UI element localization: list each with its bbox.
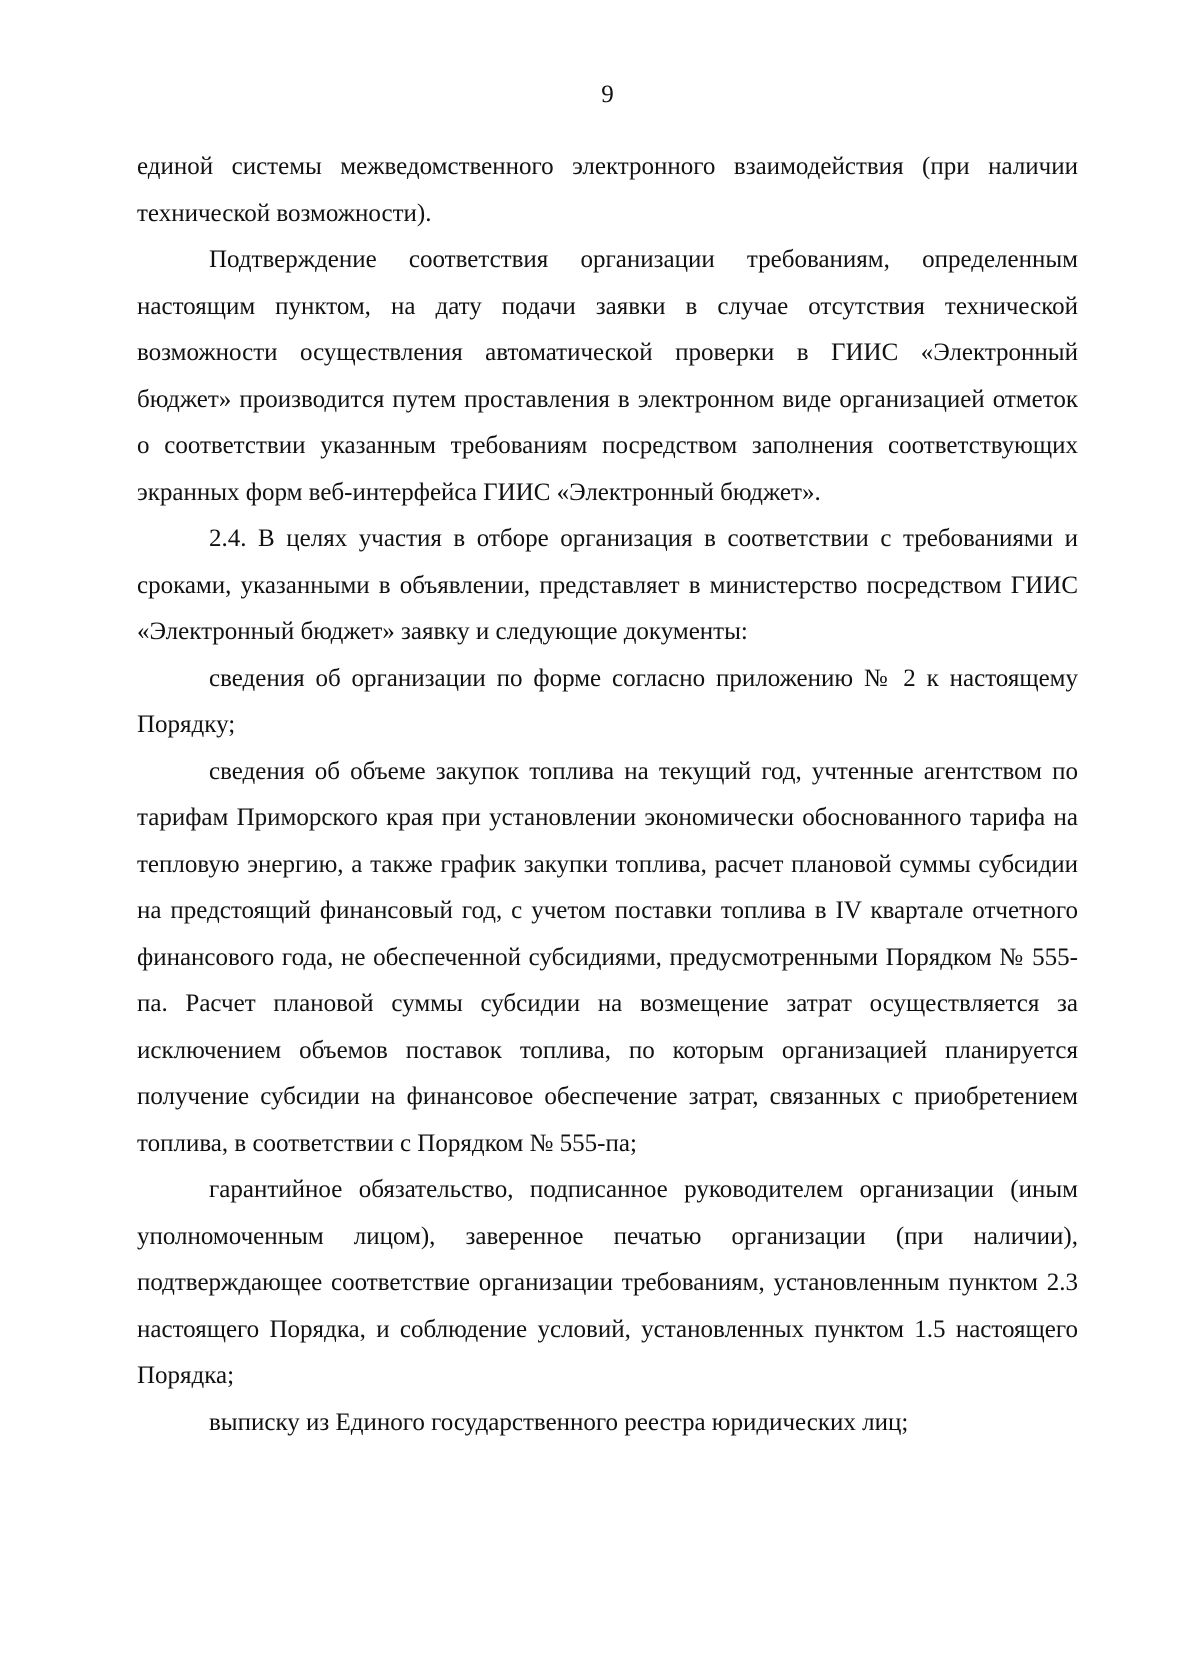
paragraph-fuel-volume: сведения об объеме закупок топлива на текущий год, учтенные агентством по тарифам Приморского края при установлении экономически обоснованного тарифа на тепловую энергию, а также график закупки топлива, расчет плановой суммы субсидии на предстоящий финансовый год, с учетом поставки топлива в IV квартале отчетного финансового года, не обеспеченной субсидиями, предусмотренными Порядком № 555-па. Расчет плановой суммы субсидии на возмещение затрат осуществляется за исключением объемов поставок топлива, по которым организацией планируется получение субсидии на финансовое обеспечение затрат, связанных с приобретением топлива, в соответствии с Порядком № 555-па; (137, 757, 1078, 1157)
paragraph-egrul-extract: выписку из Единого государственного реестра юридических лиц; (209, 1408, 909, 1436)
paragraph-confirmation: Подтверждение соответствия организации требованиям, определенным настоящим пунктом, на дату подачи заявки в случае отсутствия технической возможности осуществления автоматической проверки в ГИИС «Электронный бюджет» производится путем проставления в электронном виде организацией отметок о соответствии указанным требованиям посредством заполнения соответствующих экранных форм веб-интерфейса ГИИС «Электронный бюджет». (137, 246, 1078, 506)
paragraph-guarantee: гарантийное обязательство, подписанное руководителем организации (иным уполномоченным лицом), заверенное печатью организации (при наличии), подтверждающее соответствие организации требованиям, установленным пунктом 2.3 настоящего Порядка, и соблюдение условий, установленных пунктом 1.5 настоящего Порядка; (137, 1176, 1078, 1389)
page-number: 9 (601, 81, 614, 108)
paragraph-org-info: сведения об организации по форме согласно приложению № 2 к настоящему Порядку; (137, 664, 1078, 738)
paragraph-section-2-4: 2.4. В целях участия в отборе организация в соответствии с требованиями и сроками, указанными в объявлении, представляет в министерство посредством ГИИС «Электронный бюджет» заявку и следующие документы: (137, 525, 1078, 645)
paragraph-continuation: единой системы межведомственного электронного взаимодействия (при наличии технической возможности). (137, 153, 1078, 227)
